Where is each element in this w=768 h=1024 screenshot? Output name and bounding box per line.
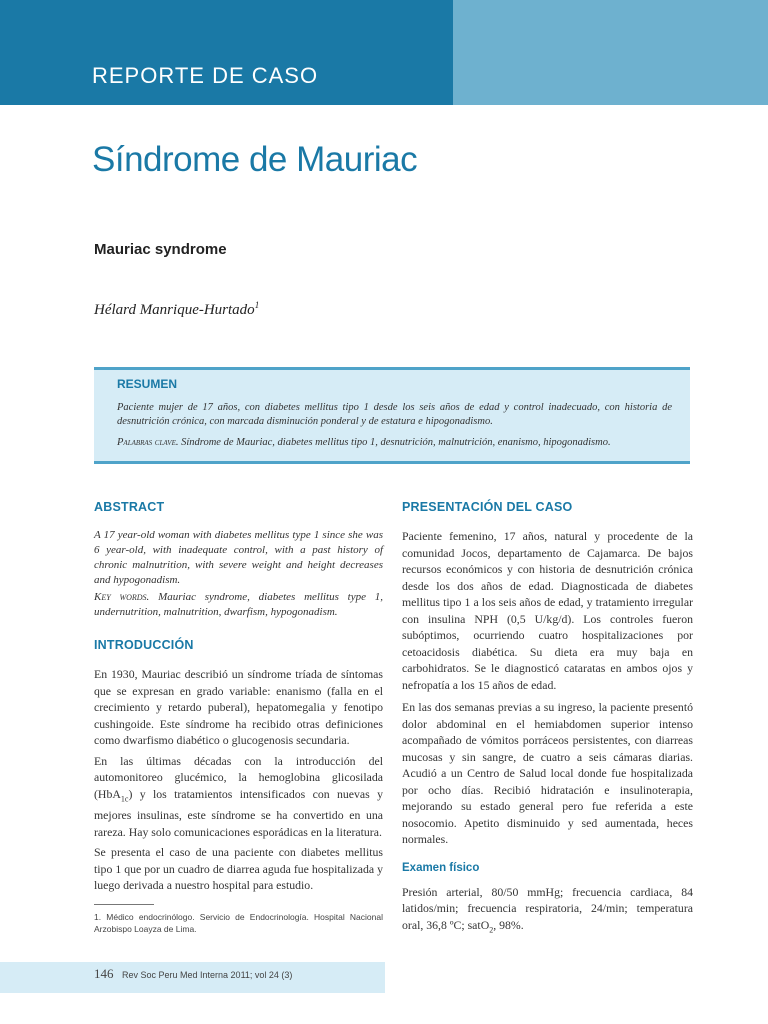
abstract-text: A 17 year-old woman with diabetes mellitus type 1 since she was 6 year-old, with inadequate control, with a past history of chronic malnutrition, with severe weight and height decreases and hypogonadism.: [94, 529, 383, 586]
presentacion-heading: PRESENTACIÓN DEL CASO: [402, 500, 573, 514]
examen-text: [402, 884, 693, 939]
introduccion-p2-end: ) y los tratamientos intensificados con nuevas y mejores insulinas, este síndrome se ha convertido en una rareza. Hay solo comunicaciones esporádicas en la literatura.: [94, 786, 383, 839]
abstract-keywords-label: Key words.: [94, 591, 150, 603]
examen-heading: Examen físico: [402, 861, 480, 874]
resumen-keywords-text: Síndrome de Mauriac, diabetes mellitus tipo 1, desnutrición, malnutrición, enanismo, hipogonadismo.: [181, 437, 611, 448]
left-column: [94, 500, 383, 894]
hba1c-subscript: 1c: [120, 793, 129, 803]
presentacion-paragraph-2: En las dos semanas previas a su ingreso, la paciente presentó dolor abdominal en el hemiabdomen superior intenso acompañado de vómitos porráceos persistentes, con diarreas mucosas y sin sangre, de cuatro a seis cámaras diarias. Acudió a un Centro de Salud local donde fue hospitalizada por ocho días. Recibió hidratación e insulinoterapia, mejorando su estado general pero fue referida a este nosocomio. Apetito disminuido y sed aumentada, heces normales.: [402, 700, 693, 846]
journal-citation: Rev Soc Peru Med Interna 2011; vol 24 (3): [122, 970, 293, 980]
examen-text-start: Presión arterial, 80/50 mmHg; frecuencia cardiaca, 84 latidos/min; frecuencia respiratoria, 24/min; temperatura oral, 36,8 ºC; satO: [402, 884, 693, 932]
introduccion-paragraph-2: [94, 753, 383, 841]
introduccion-paragraph-3: Se presenta el caso de una paciente con diabetes mellitus tipo 1 que por un cuadro de diarrea aguda fue hospitalizada y luego derivada a nuestro hospital para estudio.: [94, 845, 383, 893]
sato2-subscript: 2: [489, 924, 494, 934]
introduccion-paragraph-1: En 1930, Mauriac describió un síndrome tríada de síntomas que se expresan en grado variable: enanismo (falla en el crecimiento y retardo puberal), hepatomegalia y fenotipo cushingoide. Este síndrome ha recibido otras definiciones como dwarfismo diabético o glucogenosis secundaria.: [94, 667, 383, 747]
abstract-keywords-text: Mauriac syndrome, diabetes mellitus type 1, undernutrition, malnutrition, dwarfism, hypogonadism.: [94, 591, 384, 618]
resumen-keywords-label: Palabras clave.: [117, 437, 179, 448]
page-number: 146: [94, 966, 114, 981]
footnote-divider: [94, 904, 154, 905]
right-column: [402, 500, 693, 938]
footnote: 1. Médico endocrinólogo. Servicio de Endocrinología. Hospital Nacional Arzobispo Loayza de Lima.: [94, 912, 383, 934]
author-name: Hélard Manrique-Hurtado: [94, 302, 255, 318]
resumen-box: [94, 367, 690, 464]
introduccion-heading: INTRODUCCIÓN: [94, 638, 194, 652]
author-line: [94, 300, 259, 319]
resumen-heading: RESUMEN: [117, 377, 178, 391]
abstract-keywords: [94, 590, 383, 620]
article-title: Síndrome de Mauriac: [92, 140, 418, 179]
examen-text-end: , 98%.: [493, 917, 524, 932]
section-label: REPORTE DE CASO: [92, 63, 319, 88]
resumen-text: Paciente mujer de 17 años, con diabetes mellitus tipo 1 desde los seis años de edad y control inadecuado, con historia de desnutrición crónica, con marcada disminución ponderal y de estatura e hipogonadismo.: [117, 402, 672, 427]
english-title: Mauriac syndrome: [94, 241, 227, 258]
resumen-keywords: [117, 436, 672, 450]
abstract-heading: ABSTRACT: [94, 500, 165, 514]
presentacion-paragraph-1: Paciente femenino, 17 años, natural y procedente de la comunidad Jocos, departamento de Cajamarca. De bajos recursos económicos y con historia de desnutrición crónica desde los dos años de edad. Diagnosticada de diabetes mellitus tipo 1 a los seis años de edad, y tratamiento irregular con insulina NPH (0,5 U/kg/d). Los controles fueron subóptimos, ocurriendo cuatro hospitalizaciones por cetoacidosis diabética. Su dieta era muy baja en carbohidratos. Se le diagnosticó cataratas en ambos ojos y nefropatía a los 15 años de edad.: [402, 529, 693, 692]
author-affiliation-mark: 1: [254, 300, 260, 310]
header-section-block: [0, 0, 453, 105]
introduccion-p2-start: En las últimas décadas con la introducción del automonitoreo glucémico, la hemoglobina glicosilada (HbA: [94, 753, 383, 801]
